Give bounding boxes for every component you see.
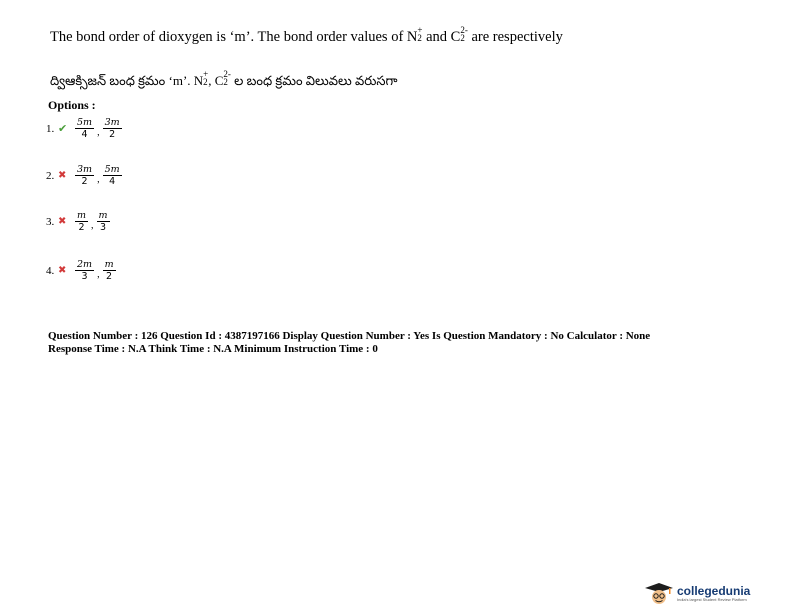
logo-tagline: India's largest Student Review Platform <box>677 597 747 602</box>
meta-line-1: Question Number : 126 Question Id : 4387197166 Display Question Number : Yes Is Question Mandatory : No Calculator : None <box>48 330 651 342</box>
options-label: Options : <box>48 98 96 112</box>
collegedunia-logo[interactable] <box>643 582 750 606</box>
fraction-b: $\frac{5m}{4}$ <box>104 164 120 187</box>
question-telugu: ద్విఆక్సిజన్ బంధ క్రమం ‘m’. N + 2 , C 2- 2 ల బంధ క్రమం విలువలు వరుసగా <box>50 69 398 88</box>
fraction-b: $\frac{m}{2}$ <box>104 259 114 282</box>
telugu-text-2: ల బంధ క్రమం విలువలు వరుసగా <box>234 73 398 88</box>
wrong-cross-icon: ✖ <box>58 170 67 181</box>
question-english <box>50 24 610 46</box>
option-4[interactable]: 4. ✖ $\frac{2m}{3}$ , $\frac{m}{2}$ <box>46 259 114 282</box>
species-n2-plus: N + 2 <box>406 24 423 45</box>
fraction-b: $\frac{3m}{2}$ <box>104 117 120 140</box>
question-text-1: The bond order of dioxygen is ‘m’. The bond order values of <box>50 29 404 45</box>
telugu-species-1: N + 2 <box>193 69 209 88</box>
question-text-3: are respectively <box>471 29 563 45</box>
telugu-species-2: C 2- 2 <box>214 69 231 88</box>
graduate-mascot-icon <box>643 582 675 606</box>
fraction-a: $\frac{m}{2}$ <box>77 210 87 233</box>
species-c2-2minus: C 2- 2 <box>450 24 468 45</box>
fraction-a: $\frac{2m}{3}$ <box>77 259 93 282</box>
correct-check-icon: ✔ <box>58 123 68 135</box>
fraction-b: $\frac{m}{3}$ <box>98 210 108 233</box>
fraction-a: $\frac{3m}{2}$ <box>77 164 93 187</box>
question-text-2: and <box>426 29 448 45</box>
option-1[interactable]: 1. ✔ $\frac{5m}{4}$ , $\frac{3m}{2}$ <box>46 117 120 140</box>
wrong-cross-icon: ✖ <box>58 216 67 227</box>
telugu-text-1: ద్విఆక్సిజన్ బంధ క్రమం ‘m’. <box>50 73 191 88</box>
option-2[interactable]: 2. ✖ $\frac{3m}{2}$ , $\frac{5m}{4}$ <box>46 164 120 187</box>
fraction-a: $\frac{5m}{4}$ <box>77 117 93 140</box>
wrong-cross-icon: ✖ <box>58 265 67 276</box>
meta-line-2: Response Time : N.A Think Time : N.A Minimum Instruction Time : 0 <box>48 343 378 355</box>
option-3[interactable]: 3. ✖ $\frac{m}{2}$ , $\frac{m}{3}$ <box>46 210 108 233</box>
question-metadata <box>48 330 748 356</box>
logo-name: collegedunia <box>677 584 751 598</box>
